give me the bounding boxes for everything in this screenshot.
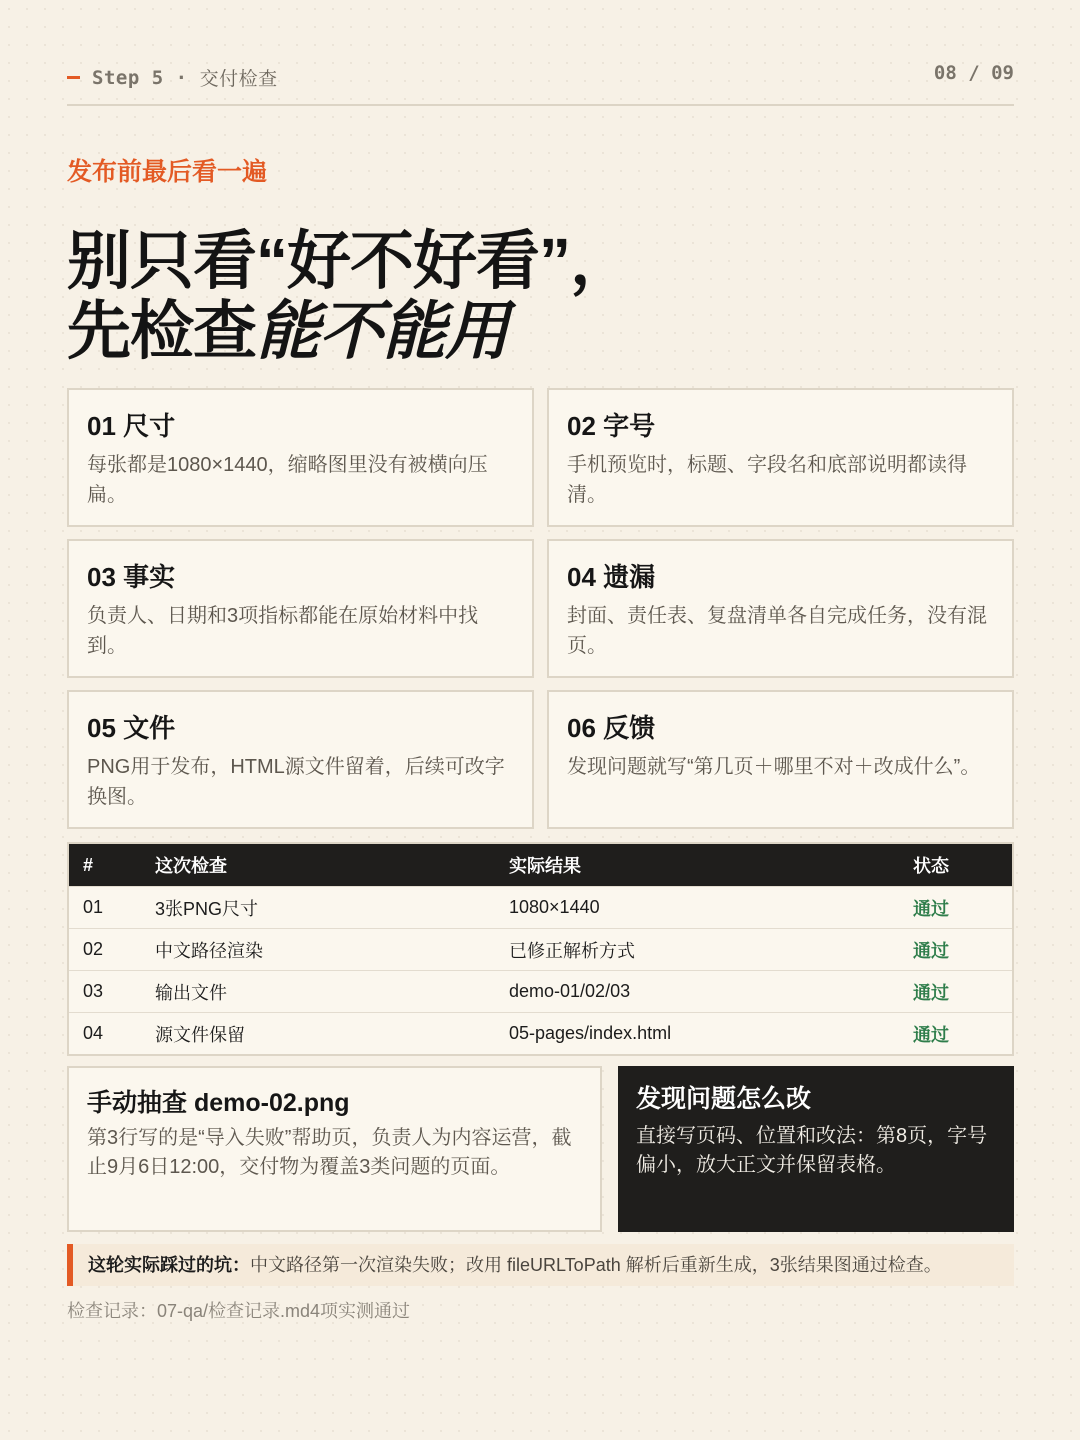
table-row	[69, 970, 1012, 1012]
headline-italic: 能不能用	[256, 295, 508, 367]
header-check: 这次检查	[155, 856, 227, 876]
card-title: 06 反馈	[567, 713, 656, 743]
check-results-table	[67, 842, 1014, 1056]
card-title: 04 遗漏	[567, 562, 656, 592]
cell-status: 通过	[913, 940, 949, 961]
check-card-files	[67, 690, 534, 829]
callout-text: 中文路径第一次渲染失败；改用 fileURLToPath 解析后重新生成，3张结果图通过检查。	[250, 1255, 942, 1275]
table-header-row	[69, 844, 1012, 886]
step-title: 交付检查	[199, 68, 278, 90]
check-card-font-size	[547, 388, 1014, 527]
manual-check-title: 手动抽查 demo-02.png	[87, 1089, 350, 1117]
headline	[67, 226, 633, 366]
headline-line-1: 别只看“好不好看”，	[67, 225, 633, 297]
cell-result: 已修正解析方式	[509, 940, 635, 961]
check-card-feedback	[547, 690, 1014, 829]
check-card-facts	[67, 539, 534, 678]
top-bar	[67, 60, 1014, 106]
cell-check: 源文件保留	[155, 1024, 245, 1045]
cell-result: 1080×1440	[509, 897, 600, 917]
card-desc: 负责人、日期和3项指标都能在原始材料中找到。	[87, 605, 479, 657]
table-row	[69, 928, 1012, 970]
cell-status: 通过	[913, 898, 949, 919]
header-status: 状态	[913, 856, 949, 876]
page-indicator: 08 / 09	[933, 62, 1014, 84]
cell-status: 通过	[913, 982, 949, 1003]
cell-check: 中文路径渲染	[155, 940, 263, 961]
card-desc: PNG用于发布，HTML源文件留着，后续可改字换图。	[87, 756, 505, 808]
cell-check: 3张PNG尺寸	[155, 898, 259, 919]
fix-guide-title: 发现问题怎么改	[636, 1085, 812, 1113]
card-title: 01 尺寸	[87, 411, 176, 441]
card-desc: 封面、责任表、复盘清单各自完成任务，没有混页。	[567, 605, 987, 657]
lesson-callout	[67, 1244, 1014, 1286]
card-desc: 手机预览时，标题、字段名和底部说明都读得清。	[567, 454, 967, 506]
callout-label: 这轮实际踩过的坑：	[88, 1255, 250, 1275]
cell-index: 01	[83, 897, 104, 917]
header-result: 实际结果	[509, 856, 581, 876]
card-desc: 发现问题就写“第几页＋哪里不对＋改成什么”。	[567, 756, 981, 778]
check-card-size	[67, 388, 534, 527]
cell-result: 05-pages/index.html	[509, 1023, 672, 1043]
step-label: Step 5	[92, 66, 164, 89]
table-row	[69, 886, 1012, 928]
header-index: #	[83, 854, 94, 875]
accent-dash	[67, 76, 80, 79]
cell-index: 04	[83, 1023, 104, 1043]
fix-guide-box	[618, 1066, 1014, 1232]
cell-index: 03	[83, 981, 104, 1001]
step-indicator	[67, 64, 278, 91]
cell-status: 通过	[913, 1024, 949, 1045]
headline-plain: 先检查	[67, 295, 256, 367]
footer-note: 检查记录：07-qa/检查记录.md4项实测通过	[67, 1301, 411, 1321]
card-title: 03 事实	[87, 562, 176, 592]
card-desc: 每张都是1080×1440，缩略图里没有被横向压扁。	[87, 454, 488, 506]
kicker: 发布前最后看一遍	[67, 158, 268, 186]
fix-guide-desc: 直接写页码、位置和改法：第8页，字号偏小，放大正文并保留表格。	[636, 1125, 988, 1176]
manual-check-desc: 第3行写的是“导入失败”帮助页，负责人为内容运营，截止9月6日12:00，交付物为覆盖3类问题的页面。	[87, 1127, 572, 1178]
cell-index: 02	[83, 939, 104, 959]
check-card-omissions	[547, 539, 1014, 678]
headline-line-2	[67, 296, 633, 366]
step-separator: ·	[175, 66, 188, 89]
card-title: 02 字号	[567, 411, 656, 441]
cell-result: demo-01/02/03	[509, 981, 631, 1001]
card-title: 05 文件	[87, 713, 176, 743]
manual-check-box	[67, 1066, 602, 1232]
table-row	[69, 1012, 1012, 1054]
cell-check: 输出文件	[155, 982, 227, 1003]
